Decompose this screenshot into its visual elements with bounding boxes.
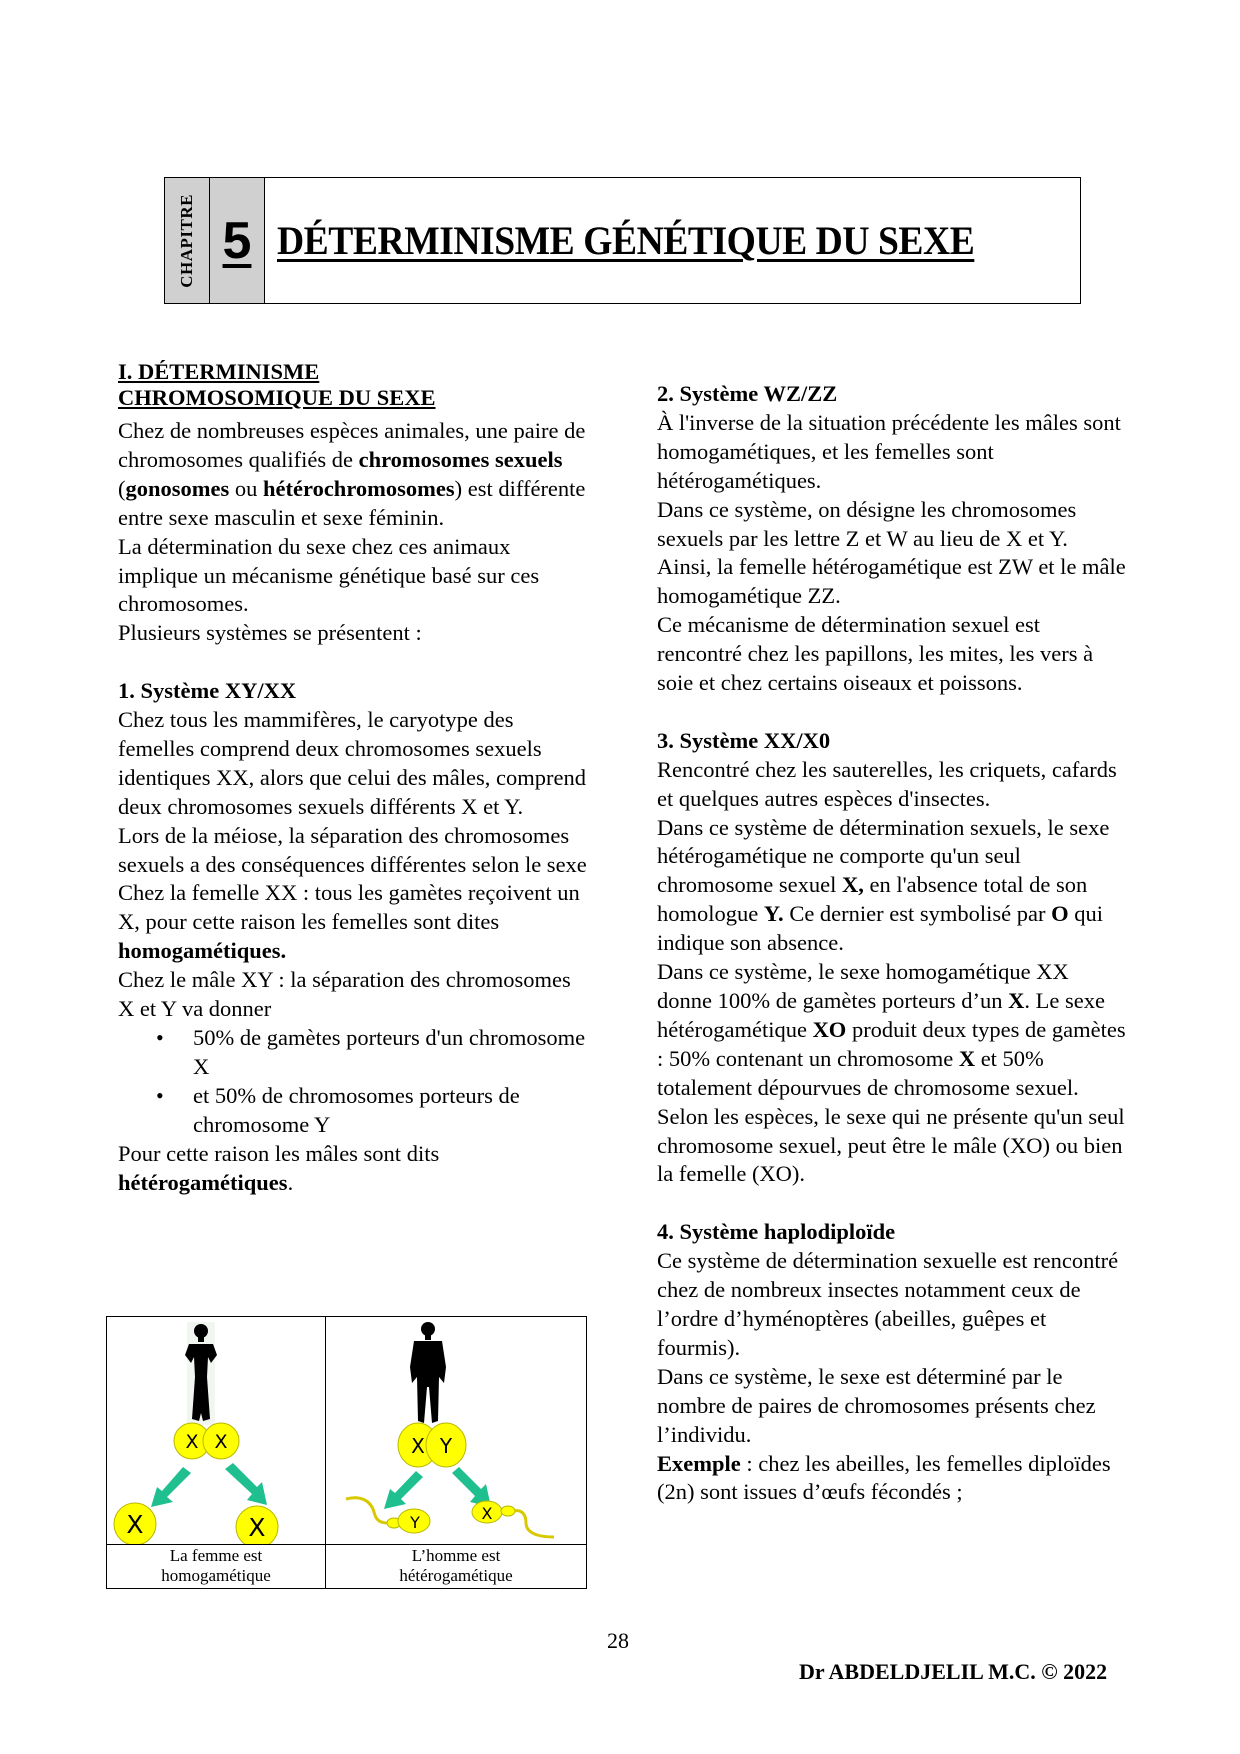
bold-text: X	[958, 1045, 976, 1071]
subsection-title-haplodiploide: 4. Système haplodiploïde	[657, 1219, 896, 1245]
arrow-down-right-icon	[225, 1463, 267, 1505]
left-column	[118, 359, 588, 1197]
spacer	[657, 698, 1127, 727]
male-diagram-cell	[326, 1317, 587, 1545]
caption-male	[326, 1545, 587, 1589]
chapter-number: 5	[222, 211, 252, 270]
paragraph: Chez tous les mammifères, le caryotype des femelles comprend deux chromosomes sexuels identiques XX, alors que celui des mâles, comprend deux chromosomes sexuels différents X et Y.	[118, 707, 586, 819]
intro-paragraph-3: Plusieurs systèmes se présentent :	[118, 620, 422, 646]
chromosome-label: Y	[439, 1434, 453, 1458]
paragraph: Chez le mâle XY : la séparation des chromosomes X et Y va donner	[118, 967, 571, 1022]
bold-text: XO	[812, 1016, 847, 1042]
text: ou	[229, 475, 264, 501]
chromosome-label: X	[411, 1434, 425, 1458]
paragraph	[657, 1450, 1127, 1508]
right-column	[657, 380, 1127, 1507]
text: Chez la femelle XX : tous les gamètes reçoivent un X, pour cette raison les femelles sont dites	[118, 880, 580, 935]
text: et 50% totalement dépourvues de chromosome sexuel.	[657, 1045, 1079, 1100]
text: (	[118, 475, 126, 501]
bullet-list	[118, 1024, 588, 1140]
paragraph: Ainsi, la femelle hétérogamétique est ZW et le mâle homogamétique ZZ.	[657, 554, 1126, 609]
chapter-label-cell	[165, 178, 210, 303]
paragraph: Dans ce système, on désigne les chromosomes sexuels par les lettre Z et W au lieu de X et Y.	[657, 496, 1077, 551]
paragraph	[118, 1140, 588, 1198]
arrow-down-left-icon	[151, 1467, 191, 1507]
bold-text: X,	[841, 872, 864, 898]
male-diploid-cell	[398, 1423, 466, 1467]
gamete-label: X	[248, 1513, 266, 1542]
paragraph	[118, 879, 588, 966]
paragraph: Selon les espèces, le sexe qui ne présente qu'un seul chromosome sexuel, peut être le mâle (XO) ou bien la femelle (XO).	[657, 1103, 1125, 1187]
chapter-header	[164, 177, 1081, 304]
chapter-number-cell	[210, 178, 265, 303]
bullet-item: • et 50% de chromosomes porteurs de chromosome Y	[118, 1082, 588, 1140]
term-chromosomes-sexuels: chromosomes sexuels	[358, 446, 563, 472]
female-gamete-left	[114, 1503, 156, 1544]
paragraph	[657, 958, 1127, 1103]
paragraph: Ce mécanisme de détermination sexuel est rencontré chez les papillons, les mites, les vers à soie et chez certains oiseaux et poissons.	[657, 612, 1094, 696]
text: qui indique son absence.	[657, 901, 1104, 956]
term-exemple: Exemple	[657, 1450, 741, 1476]
gamete-label: X	[481, 1504, 493, 1523]
paragraph: Rencontré chez les sauterelles, les criquets, cafards et quelques autres espèces d'insectes.	[657, 756, 1117, 811]
bullet-item: • 50% de gamètes porteurs d'un chromosome X	[118, 1024, 588, 1082]
section-title-line2: CHROMOSOMIQUE DU SEXE	[118, 385, 436, 410]
term-homogametiques: homogamétiques.	[118, 938, 287, 964]
text: produit deux types de gamètes : 50% contenant un chromosome	[657, 1016, 1126, 1071]
caption-line: L’homme est	[411, 1546, 501, 1565]
caption-line: La femme est	[169, 1546, 263, 1565]
male-diagram	[326, 1317, 586, 1544]
section-title-line1: I. DÉTERMINISME	[118, 359, 320, 384]
page-number: 28	[607, 1628, 629, 1653]
gamete-label: X	[126, 1510, 144, 1539]
caption-line: hétérogamétique	[399, 1566, 513, 1585]
female-diagram-cell	[107, 1317, 326, 1545]
subsection-title-xx-x0: 3. Système XX/X0	[657, 727, 831, 753]
bold-text: Y.	[763, 901, 784, 927]
text: .	[287, 1169, 294, 1195]
author-copyright: Dr ABDELDJELIL M.C. © 2022	[799, 1659, 1108, 1684]
chapter-title: DÉTERMINISME GÉNÉTIQUE DU SEXE	[277, 218, 975, 263]
gamete-label: Y	[410, 1513, 420, 1532]
chapter-title-cell	[265, 178, 1080, 303]
text: Ce dernier est symbolisé par	[783, 901, 1052, 927]
paragraph: Dans ce système, le sexe est déterminé par le nombre de paires de chromosomes présents chez l’individu.	[657, 1363, 1096, 1447]
term-gonosomes: gonosomes	[125, 475, 230, 501]
paragraph: Ce système de détermination sexuelle est rencontré chez de nombreux insectes notamment ceux de l’ordre d’hyménoptères (abeilles, guêpes et fourmis).	[657, 1248, 1119, 1360]
bold-text: O	[1051, 901, 1069, 927]
intro-paragraph	[118, 417, 588, 533]
subsection-title-wz-zz: 2. Système WZ/ZZ	[657, 381, 838, 406]
paragraph: Lors de la méiose, la séparation des chromosomes sexuels a des conséquences différentes selon le sexe	[118, 822, 587, 877]
arrow-down-left-icon	[384, 1471, 423, 1509]
female-diploid-cell	[174, 1423, 239, 1459]
chromosome-label: X	[185, 1431, 199, 1453]
gamete-figure-table	[106, 1316, 587, 1589]
term-heterogametiques: hétérogamétiques	[118, 1169, 288, 1195]
female-silhouette-icon	[185, 1322, 217, 1425]
sperm-x-icon	[472, 1501, 554, 1537]
bold-text: X	[1008, 988, 1025, 1014]
female-gamete-right	[236, 1506, 278, 1544]
chapter-label: CHAPITRE	[177, 193, 196, 288]
text: Chez de nombreuses espèces animales, une paire de chromosomes qualifiés de	[118, 418, 586, 472]
female-diagram	[107, 1317, 325, 1544]
text: Dans ce système de détermination sexuels, le sexe hétérogamétique ne comporte qu'un seul chromosome sexuel	[657, 814, 1110, 898]
paragraph: À l'inverse de la situation précédente les mâles sont homogamétiques, et les femelles sont hétérogamétiques.	[657, 409, 1121, 493]
caption-female	[107, 1545, 326, 1589]
text: en l'absence total de son homologue	[657, 872, 1088, 927]
term-heterochromosomes: hétérochromosomes	[263, 475, 455, 501]
spacer	[118, 648, 588, 677]
section-title	[118, 359, 588, 411]
subsection-title-xy-xx: 1. Système XY/XX	[118, 678, 297, 704]
male-silhouette-icon	[410, 1322, 446, 1423]
text: : chez les abeilles, les femelles diploïdes (2n) sont issues d’œufs fécondés ;	[657, 1450, 1111, 1505]
text: ) est différente entre sexe masculin et sexe féminin.	[118, 475, 586, 530]
chromosome-label: X	[214, 1431, 228, 1453]
intro-paragraph-2: La détermination du sexe chez ces animaux implique un mécanisme génétique basé sur ces chromosomes.	[118, 533, 540, 617]
caption-line: homogamétique	[161, 1566, 271, 1585]
text: Dans ce système, le sexe homogamétique XX donne 100% de gamètes porteurs d’un	[657, 959, 1069, 1014]
text: Pour cette raison les mâles sont dits	[118, 1140, 440, 1166]
text: . Le sexe hétérogamétique	[657, 988, 1105, 1042]
spacer	[657, 1189, 1127, 1218]
paragraph	[657, 814, 1127, 959]
